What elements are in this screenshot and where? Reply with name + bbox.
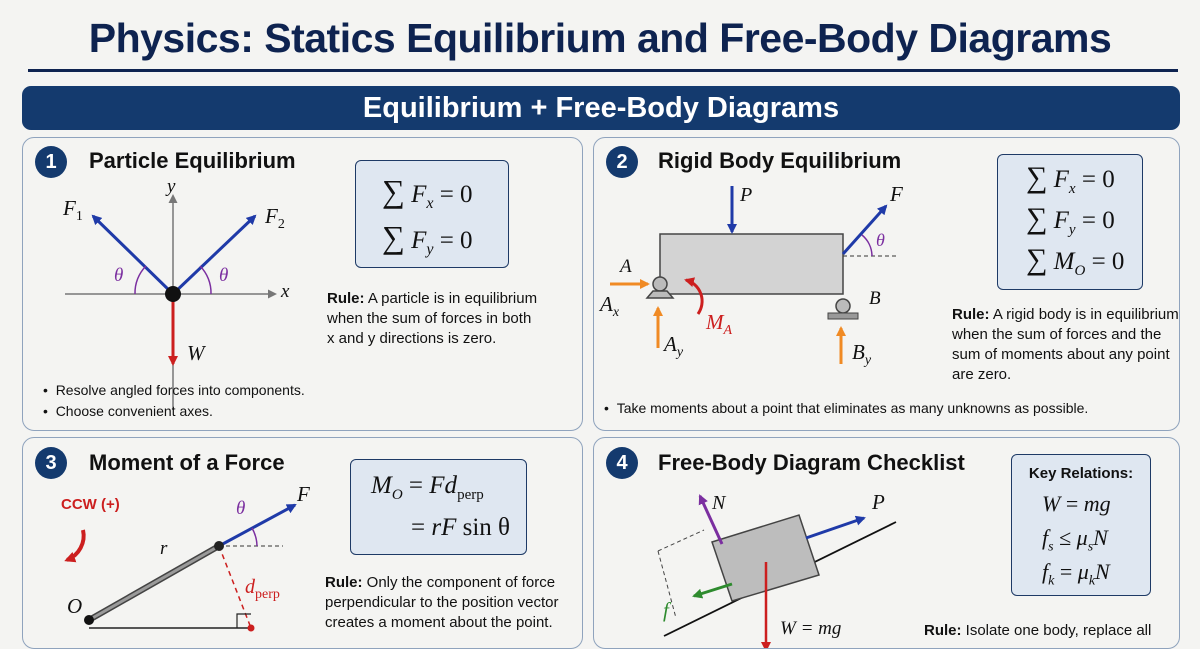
f-label: f [663, 598, 669, 622]
rule-text: Rule: Isolate one body, replace all [924, 622, 1152, 639]
theta-right-label: θ [219, 265, 229, 286]
rule-text: Rule: Only the component of force perpendicular to the position vector creates a moment about the point. [325, 574, 559, 631]
applied-force-p-arrow [806, 518, 864, 538]
eq-sum-fy: ∑ $F_y = 0$ [1026, 202, 1115, 238]
x-axis-label: x [281, 281, 290, 302]
ma-label: $M_A$ [706, 310, 733, 339]
rule-text: Rule: A rigid body is in equilibrium when the sum of forces and the sum of moments about any point are zero. [952, 306, 1179, 383]
equation-box [355, 160, 509, 268]
equation-box [350, 459, 527, 555]
ax-label: $A_x$ [600, 292, 620, 321]
theta-label: θ [236, 498, 246, 519]
particle-dot [165, 286, 181, 302]
rule-text: Rule: A particle is in equilibrium when the sum of forces in both x and y directions is zero. [327, 290, 538, 347]
by-label: $B_y$ [852, 340, 872, 369]
angle-arc-right [200, 266, 211, 294]
y-axis-label: y [167, 176, 176, 197]
roller-base-b [828, 313, 858, 319]
relation-kinetic-friction: $f_k = \mu_kN$ [1042, 559, 1110, 589]
r-label: r [160, 538, 168, 559]
bullet-item: • Resolve angled forces into components. [43, 382, 305, 398]
title-divider [28, 69, 1178, 72]
panel-title: Rigid Body Equilibrium [658, 148, 902, 173]
o-label: O [67, 594, 83, 618]
dperp-label: $d_{perp}$ [245, 576, 280, 602]
pivot-point [84, 615, 94, 625]
panel-moment-of-force [22, 437, 583, 649]
weight-label: W = mg [780, 618, 842, 639]
page-title: Physics: Statics Equilibrium and Free-Body Diagrams [88, 15, 1112, 61]
panel-rigid-body-equilibrium [593, 137, 1180, 431]
friction-force-arrow [694, 584, 732, 596]
eq-sum-mo: ∑ $M_O = 0$ [1026, 243, 1125, 279]
section-banner: Equilibrium + Free-Body Diagrams [22, 86, 1180, 130]
theta-left-label: θ [114, 265, 124, 286]
bullet-item: • Choose convenient axes. [43, 403, 213, 419]
angle-arc [862, 235, 872, 256]
panel-number: 4 [606, 447, 638, 479]
panel-particle-equilibrium [22, 137, 583, 431]
pin-support-a [653, 277, 667, 291]
eq-sum-fx: ∑ $F_x = 0$ [1026, 161, 1115, 197]
relation-weight: W = mg [1042, 491, 1111, 516]
key-relations-box [1011, 454, 1151, 596]
f-label: F [890, 182, 903, 206]
panel-title: Free-Body Diagram Checklist [658, 450, 965, 475]
eq-sum-fx: ∑ $F_x = 0$ [382, 173, 473, 212]
ccw-label: CCW (+) [61, 496, 120, 513]
force-f1-arrow [93, 216, 173, 294]
ay-label: $A_y$ [664, 332, 684, 361]
b-label: B [869, 288, 881, 309]
n-label: N [712, 492, 726, 514]
f-label: F [297, 482, 310, 506]
weight-label: W [187, 341, 205, 365]
relation-static-friction: $f_s \le \mu_sN$ [1042, 525, 1108, 555]
eq-moment-def: $M_O = Fd_{perp}$ [371, 472, 484, 503]
angle-arc [252, 528, 257, 546]
p-label: P [740, 184, 753, 206]
ccw-rotation-icon [67, 530, 84, 560]
roller-support-b [836, 299, 850, 313]
force-f2-arrow [173, 216, 255, 294]
panel-number: 1 [35, 146, 67, 178]
equation-box [997, 154, 1143, 290]
panel-number: 3 [35, 447, 67, 479]
theta-label: θ [876, 230, 885, 250]
key-relations-title: Key Relations: [1028, 465, 1134, 482]
bullet-item: • Take moments about a point that eliminates as many unknowns as possible. [604, 400, 1089, 416]
p-label: P [872, 490, 885, 514]
eq-sum-fy: ∑ $F_y = 0$ [382, 219, 473, 258]
force-application-point [214, 541, 224, 551]
panel-title: Particle Equilibrium [89, 148, 296, 173]
panel-title: Moment of a Force [89, 450, 285, 475]
panel-fbd-checklist [593, 437, 1180, 649]
angle-arc-left [135, 266, 146, 294]
a-label: A [620, 256, 632, 277]
beam [660, 234, 843, 294]
panel-number: 2 [606, 146, 638, 178]
f2-label: $F_2$ [265, 204, 285, 233]
f1-label: $F_1$ [63, 196, 83, 225]
eq-moment-trig: = rF sin θ [411, 514, 511, 541]
